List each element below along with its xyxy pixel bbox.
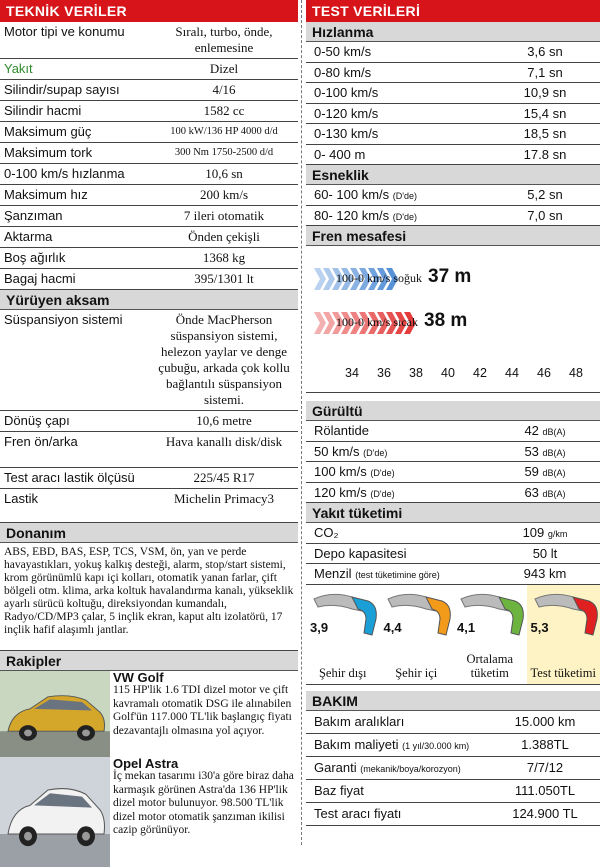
teknik-key: Silindir/supap sayısı xyxy=(0,80,150,100)
gurultu-number: 63 xyxy=(524,485,538,500)
bakim-row xyxy=(306,803,600,826)
gurultu-note: (D'de) xyxy=(370,468,394,478)
bakim-row xyxy=(306,757,600,780)
hot-brake-value: 38 m xyxy=(424,310,467,331)
teknik-row xyxy=(0,101,298,122)
bakim-value xyxy=(490,757,600,779)
bakim-key xyxy=(306,734,490,756)
teknik-key: Aktarma xyxy=(0,227,150,247)
esneklik-value xyxy=(490,206,600,226)
hizlanma-value xyxy=(490,83,600,103)
bakim-label: Test aracı fiyatı xyxy=(314,806,401,821)
hizlanma-label: 0-130 km/s xyxy=(314,126,378,141)
bakim-key xyxy=(306,803,490,825)
bakim-key xyxy=(306,757,490,779)
esneklik-key xyxy=(306,206,490,226)
teknik-row xyxy=(0,227,298,248)
teknik-key: Yakıt xyxy=(0,59,150,79)
fren-tick: 36 xyxy=(377,366,391,380)
yuruyen-table xyxy=(0,310,298,523)
teknik-row xyxy=(0,269,298,290)
yuruyen-row xyxy=(0,489,298,523)
esneklik-number: 5,2 sn xyxy=(527,187,562,202)
bakim-label: Baz fiyat xyxy=(314,783,364,798)
yakit-number: 50 lt xyxy=(533,546,558,561)
hizlanma-table xyxy=(306,42,600,165)
gurultu-key xyxy=(306,483,490,503)
teknik-value: 1368 kg xyxy=(150,248,298,268)
fuel-pump xyxy=(527,585,600,684)
rival-item xyxy=(0,757,298,867)
yakit-label: Menzil xyxy=(314,566,352,581)
pump-row xyxy=(306,585,600,685)
yuruyen-key: Süspansiyon sistemi xyxy=(0,310,150,410)
teknik-row xyxy=(0,22,298,59)
teknik-value: 10,6 sn xyxy=(150,164,298,184)
teknik-key: 0-100 km/s hızlanma xyxy=(0,164,150,184)
bakim-label: Garanti xyxy=(314,760,357,775)
esneklik-header: Esneklik xyxy=(306,165,600,185)
yakit-note: (test tüketimine göre) xyxy=(355,570,440,580)
column-separator xyxy=(301,0,302,845)
brake-stripe xyxy=(314,268,326,290)
rival-name: Opel Astra xyxy=(113,757,298,770)
esneklik-label: 80- 120 km/s xyxy=(314,208,389,223)
teknik-row xyxy=(0,59,298,80)
yakit-value xyxy=(490,564,600,584)
teknik-row xyxy=(0,143,298,164)
gurultu-value xyxy=(490,442,600,462)
esneklik-table xyxy=(306,185,600,226)
hizlanma-key xyxy=(306,124,490,144)
hizlanma-value xyxy=(490,124,600,144)
hizlanma-header: Hızlanma xyxy=(306,22,600,42)
hizlanma-label: 0-100 km/s xyxy=(314,85,378,100)
hizlanma-number: 10,9 sn xyxy=(524,85,567,100)
gurultu-unit: dB(A) xyxy=(543,468,566,478)
yakit-table xyxy=(306,523,600,585)
bakim-label: Bakım maliyeti xyxy=(314,737,399,752)
bakim-number: 7/7/12 xyxy=(527,760,563,775)
teknik-value: 7 ileri otomatik xyxy=(150,206,298,226)
hizlanma-value xyxy=(490,104,600,124)
gurultu-number: 42 xyxy=(524,423,538,438)
gurultu-row xyxy=(306,462,600,483)
gurultu-header: Gürültü xyxy=(306,401,600,421)
teknik-key: Motor tipi ve konumu xyxy=(0,22,150,58)
fren-chart xyxy=(306,246,600,393)
yuruyen-value: Michelin Primacy3 xyxy=(150,489,298,522)
bakim-label: Bakım aralıkları xyxy=(314,714,404,729)
bakim-value xyxy=(490,711,600,733)
teknik-row xyxy=(0,185,298,206)
gurultu-label: 50 km/s xyxy=(314,444,360,459)
teknik-key: Boş ağırlık xyxy=(0,248,150,268)
hizlanma-key xyxy=(306,104,490,124)
gurultu-unit: dB(A) xyxy=(543,427,566,437)
bakim-key xyxy=(306,711,490,733)
rival-name: VW Golf xyxy=(113,671,298,684)
yuruyen-value: Hava kanallı disk/disk xyxy=(150,432,298,467)
bakim-header: BAKIM xyxy=(306,691,600,711)
hizlanma-number: 7,1 sn xyxy=(527,65,562,80)
fuel-pump xyxy=(306,585,380,684)
yakit-unit: g/km xyxy=(548,529,568,539)
teknik-row xyxy=(0,248,298,269)
gurultu-key xyxy=(306,442,490,462)
esneklik-value xyxy=(490,185,600,205)
yuruyen-row xyxy=(0,411,298,432)
gurultu-label: 120 km/s xyxy=(314,485,367,500)
yakit-row xyxy=(306,544,600,565)
fren-tick: 48 xyxy=(569,366,583,380)
gurultu-number: 59 xyxy=(524,464,538,479)
rival-text xyxy=(110,757,298,867)
esneklik-number: 7,0 sn xyxy=(527,208,562,223)
fuel-pump xyxy=(380,585,454,684)
yakit-key xyxy=(306,564,490,584)
esneklik-note: (D'de) xyxy=(393,212,417,222)
bakim-number: 124.900 TL xyxy=(512,806,578,821)
gurultu-value xyxy=(490,483,600,503)
teknik-value: 1582 cc xyxy=(150,101,298,121)
gurultu-key xyxy=(306,421,490,441)
hizlanma-row xyxy=(306,124,600,145)
gurultu-row xyxy=(306,421,600,442)
esneklik-note: (D'de) xyxy=(393,191,417,201)
hizlanma-number: 3,6 sn xyxy=(527,44,562,59)
teknik-value: 100 kW/136 HP 4000 d/d xyxy=(150,122,298,142)
teknik-value: 395/1301 lt xyxy=(150,269,298,289)
yakit-value xyxy=(490,544,600,564)
pump-label: Ortalama tüketim xyxy=(453,652,527,680)
fren-tick: 40 xyxy=(441,366,455,380)
bakim-key xyxy=(306,780,490,802)
yakit-label: Depo kapasitesi xyxy=(314,546,407,561)
cold-brake-value: 37 m xyxy=(428,266,471,287)
hizlanma-row xyxy=(306,42,600,63)
pump-number: 3,9 xyxy=(310,621,328,635)
yakit-row xyxy=(306,523,600,544)
hizlanma-label: 0-50 km/s xyxy=(314,44,371,59)
gurultu-row xyxy=(306,442,600,463)
bakim-value xyxy=(490,734,600,756)
esneklik-key xyxy=(306,185,490,205)
donanim-text: ABS, EBD, BAS, ESP, TCS, VSM, ön, yan ve perde havayastıkları, yokuş kalkış desteği, alarm, stop/start sistemi, krom görünümlü kapı içi kolları, otomatik yanan farlar, çift bölgeli otm. klima, arka koltuk havalandırma kanalı, yükseklik ayarlı sürücü koltuğu, direksiyondan kumandalı, Radyo/CD/MP3 çalar, 5 inçlik ekran, kaput altı izolatörü, 17 inçlik hafif alaşımlı jantlar. xyxy=(0,543,298,651)
bakim-number: 15.000 km xyxy=(515,714,576,729)
gurultu-label: 100 km/s xyxy=(314,464,367,479)
donanim-header: Donanım xyxy=(0,523,298,543)
rival-desc: 115 HP'lik 1.6 TDI dizel motor ve çift kavramalı otomatik DSG ile alınabilen Golf'ün 117.000 TL'lik başlangıç fiyatı dezavantajlı olmasına yol açıyor. xyxy=(113,684,292,736)
hizlanma-row xyxy=(306,83,600,104)
pump-number: 4,4 xyxy=(384,621,402,635)
bakim-row xyxy=(306,711,600,734)
gurultu-table xyxy=(306,421,600,503)
hot-brake-label-text: 100-0 km/s sıcak xyxy=(336,315,418,329)
hizlanma-key xyxy=(306,83,490,103)
yakit-key xyxy=(306,523,490,543)
left-column xyxy=(0,0,298,845)
gurultu-row xyxy=(306,483,600,504)
teknik-row xyxy=(0,164,298,185)
teknik-header: TEKNİK VERİLER xyxy=(0,0,298,22)
cold-brake-label-text: 100-0 km/s soğuk xyxy=(336,271,422,285)
yuruyen-key: Dönüş çapı xyxy=(0,411,150,431)
fren-tick: 46 xyxy=(537,366,551,380)
gurultu-value xyxy=(490,421,600,441)
teknik-value: 4/16 xyxy=(150,80,298,100)
bakim-note: (1 yıl/30.000 km) xyxy=(402,741,469,751)
teknik-value: Önden çekişli xyxy=(150,227,298,247)
hizlanma-row xyxy=(306,63,600,84)
yuruyen-key: Lastik xyxy=(0,489,150,522)
teknik-value: 300 Nm 1750-2500 d/d xyxy=(150,143,298,163)
gurultu-unit: dB(A) xyxy=(543,489,566,499)
yuruyen-key: Fren ön/arka xyxy=(0,432,150,467)
cold-brake-label xyxy=(336,266,471,288)
hizlanma-value xyxy=(490,145,600,165)
gurultu-value xyxy=(490,462,600,482)
fren-tick: 44 xyxy=(505,366,519,380)
teknik-row xyxy=(0,80,298,101)
yuruyen-value: Önde MacPherson süspansiyon sistemi, helezon yaylar ve denge çubuğu, arkada çok kollu bağlantılı süspansiyon sistemi. xyxy=(150,310,298,410)
hizlanma-key xyxy=(306,42,490,62)
hizlanma-key xyxy=(306,145,490,165)
teknik-key: Şanzıman xyxy=(0,206,150,226)
brake-stripe xyxy=(314,312,326,334)
rival-desc: İç mekan tasarımı i30'a göre biraz daha karmaşık görünen Astra'da 136 HP'lik dizel motor bulunuyor. 98.500 TL'lik dizel motor otomatik şanzıman ikilisi cazip görünüyor. xyxy=(113,770,294,836)
bakim-row xyxy=(306,734,600,757)
fuel-pump xyxy=(453,585,527,684)
yuruyen-header: Yürüyen aksam xyxy=(0,290,298,310)
bakim-value xyxy=(490,780,600,802)
pump-label: Şehir içi xyxy=(380,666,454,680)
bakim-number: 1.388TL xyxy=(521,737,569,752)
yuruyen-key: Test aracı lastik ölçüsü xyxy=(0,468,150,488)
hizlanma-number: 15,4 sn xyxy=(524,106,567,121)
bakim-row xyxy=(306,780,600,803)
rakipler-header: Rakipler xyxy=(0,651,298,671)
test-header: TEST VERİLERİ xyxy=(306,0,600,22)
esneklik-row xyxy=(306,185,600,206)
teknik-row xyxy=(0,122,298,143)
bakim-value xyxy=(490,803,600,825)
hizlanma-value xyxy=(490,42,600,62)
pump-label: Şehir dışı xyxy=(306,666,380,680)
pump-label: Test tüketimi xyxy=(527,666,600,680)
esneklik-label: 60- 100 km/s xyxy=(314,187,389,202)
yuruyen-row xyxy=(0,432,298,468)
yuruyen-row xyxy=(0,468,298,489)
teknik-key: Maksimum tork xyxy=(0,143,150,163)
pump-number: 5,3 xyxy=(531,621,549,635)
car-photo xyxy=(0,757,110,867)
esneklik-row xyxy=(306,206,600,227)
rival-text xyxy=(110,671,298,757)
yakit-value xyxy=(490,523,600,543)
gurultu-number: 53 xyxy=(524,444,538,459)
gurultu-unit: dB(A) xyxy=(543,448,566,458)
bakim-note: (mekanik/boya/korozyon) xyxy=(360,764,461,774)
yakit-label: CO₂ xyxy=(314,525,339,540)
hizlanma-row xyxy=(306,104,600,125)
fren-header: Fren mesafesi xyxy=(306,226,600,246)
teknik-key: Bagaj hacmi xyxy=(0,269,150,289)
teknik-value: Sıralı, turbo, önde, enlemesine xyxy=(150,22,298,58)
hizlanma-value xyxy=(490,63,600,83)
teknik-value: 200 km/s xyxy=(150,185,298,205)
gurultu-label: Rölantide xyxy=(314,423,369,438)
yakit-number: 109 xyxy=(523,525,545,540)
teknik-row xyxy=(0,206,298,227)
yuruyen-row xyxy=(0,310,298,411)
fren-tick: 34 xyxy=(345,366,359,380)
yakit-row xyxy=(306,564,600,585)
hizlanma-label: 0- 400 m xyxy=(314,147,365,162)
teknik-value: Dizel xyxy=(150,59,298,79)
car-photo xyxy=(0,671,110,757)
hizlanma-key xyxy=(306,63,490,83)
yuruyen-value: 10,6 metre xyxy=(150,411,298,431)
hizlanma-label: 0-120 km/s xyxy=(314,106,378,121)
fren-tick: 38 xyxy=(409,366,423,380)
gurultu-key xyxy=(306,462,490,482)
yakit-header: Yakıt tüketimi xyxy=(306,503,600,523)
hizlanma-number: 18,5 sn xyxy=(524,126,567,141)
yakit-key xyxy=(306,544,490,564)
gurultu-note: (D'de) xyxy=(363,448,387,458)
fren-tick: 42 xyxy=(473,366,487,380)
hizlanma-row xyxy=(306,145,600,166)
hot-brake-label xyxy=(336,310,467,332)
gurultu-note: (D'de) xyxy=(370,489,394,499)
rival-item xyxy=(0,671,298,757)
teknik-table xyxy=(0,22,298,290)
teknik-key: Silindir hacmi xyxy=(0,101,150,121)
yuruyen-value: 225/45 R17 xyxy=(150,468,298,488)
pump-number: 4,1 xyxy=(457,621,475,635)
hizlanma-number: 17.8 sn xyxy=(524,147,567,162)
teknik-key: Maksimum güç xyxy=(0,122,150,142)
rakipler-list xyxy=(0,671,298,867)
hizlanma-label: 0-80 km/s xyxy=(314,65,371,80)
bakim-table xyxy=(306,711,600,826)
teknik-key: Maksimum hız xyxy=(0,185,150,205)
right-column xyxy=(306,0,600,845)
bakim-number: 111.050TL xyxy=(515,783,575,798)
yakit-number: 943 km xyxy=(524,566,567,581)
